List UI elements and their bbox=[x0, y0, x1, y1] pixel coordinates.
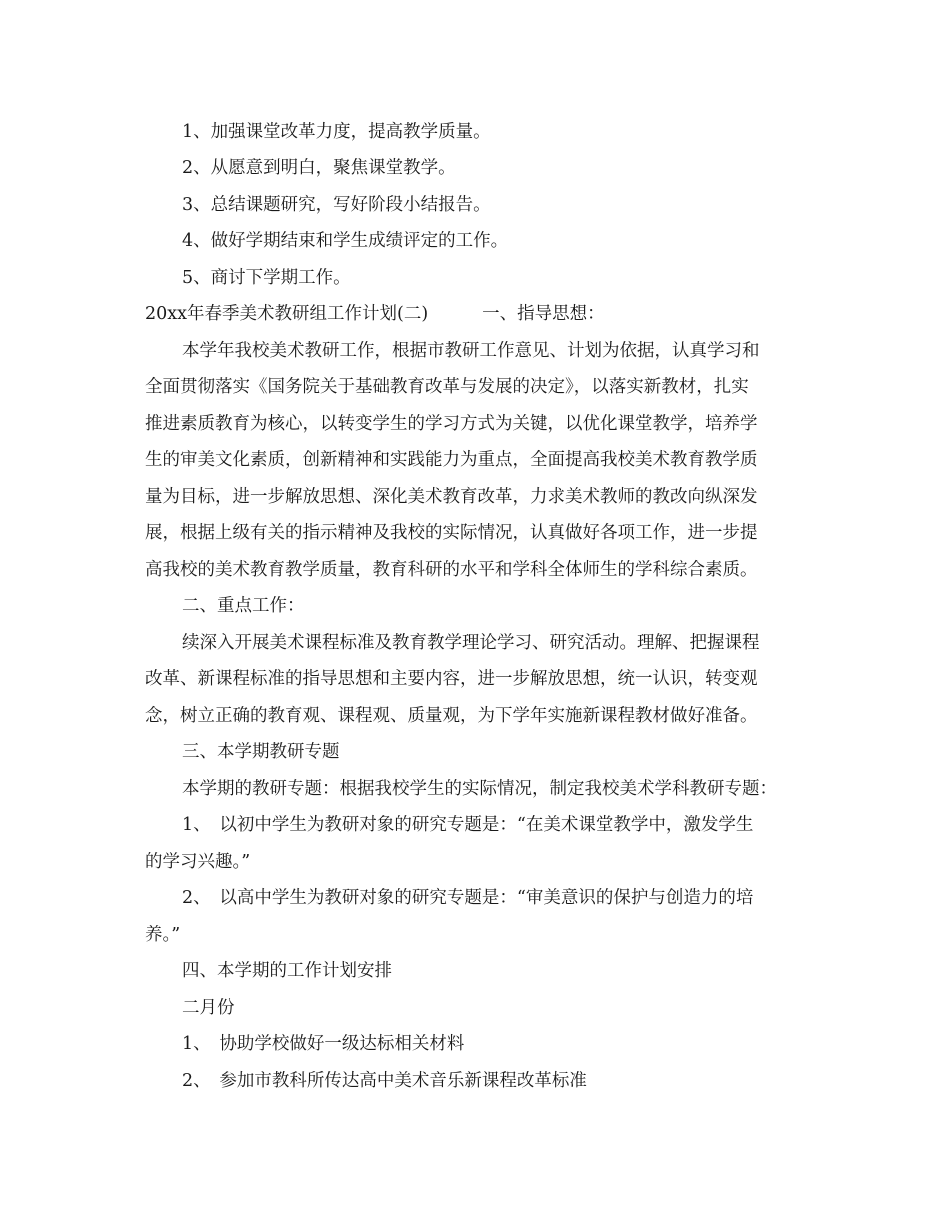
section2-paragraph-line: 念，树立正确的教育观、课程观、质量观，为下学年实施新课程教材做好准备。 bbox=[145, 706, 758, 726]
summary-item-2: 2、从愿意到明白，聚焦课堂教学。 bbox=[182, 158, 456, 178]
summary-item-5: 5、商讨下学期工作。 bbox=[182, 268, 351, 288]
section3-heading: 三、本学期教研专题 bbox=[182, 742, 340, 762]
section1-paragraph-line: 量为目标，进一步解放思想、深化美术教育改革，力求美术教师的教改向纵深发 bbox=[145, 487, 758, 507]
month-heading: 二月份 bbox=[182, 998, 235, 1018]
section2-heading: 二、重点工作： bbox=[182, 596, 305, 616]
section3-intro: 本学期的教研专题：根据我校学生的实际情况，制定我校美术学科教研专题： bbox=[182, 779, 777, 799]
month-item-2: 2、 参加市教科所传达高中美术音乐新课程改革标准 bbox=[182, 1071, 587, 1091]
section4-heading: 四、本学期的工作计划安排 bbox=[182, 961, 392, 981]
section3-item-1-line: 的学习兴趣。” bbox=[145, 852, 251, 872]
section3-item-2-line: 2、 以高中学生为教研对象的研究专题是：“审美意识的保护与创造力的培 bbox=[182, 888, 754, 908]
section1-paragraph-line: 全面贯彻落实《国务院关于基础教育改革与发展的决定》，以落实新教材，扎实 bbox=[145, 377, 749, 397]
section1-paragraph-line: 高我校的美术教育教学质量，教育科研的水平和学科全体师生的学科综合素质。 bbox=[145, 560, 758, 580]
section1-paragraph-line: 展，根据上级有关的指示精神及我校的实际情况，认真做好各项工作，进一步提 bbox=[145, 523, 758, 543]
summary-item-4: 4、做好学期结束和学生成绩评定的工作。 bbox=[182, 231, 509, 251]
plan-title-line bbox=[145, 301, 825, 327]
summary-item-1: 1、加强课堂改革力度，提高教学质量。 bbox=[182, 122, 491, 142]
month-item-1: 1、 协助学校做好一级达标相关材料 bbox=[182, 1034, 465, 1054]
section2-paragraph-line: 改革、新课程标准的指导思想和主要内容，进一步解放思想，统一认识，转变观 bbox=[145, 669, 758, 689]
section1-paragraph-line: 生的审美文化素质，创新精神和实践能力为重点，全面提高我校美术教育教学质 bbox=[145, 450, 758, 470]
summary-item-3: 3、总结课题研究，写好阶段小结报告。 bbox=[182, 195, 491, 215]
section1-paragraph-line: 本学年我校美术教研工作，根据市教研工作意见、计划为依据，认真学习和 bbox=[182, 341, 760, 361]
section3-item-1-line: 1、 以初中学生为教研对象的研究专题是：“在美术课堂教学中，激发学生 bbox=[182, 815, 754, 835]
plan-title: 20xx年春季美术教研组工作计划(二) bbox=[145, 304, 429, 324]
section3-item-2-line: 养。” bbox=[145, 925, 181, 945]
section2-paragraph-line: 续深入开展美术课程标准及教育教学理论学习、研究活动。理解、把握课程 bbox=[182, 633, 760, 653]
section1-paragraph-line: 推进素质教育为核心，以转变学生的学习方式为关键，以优化课堂教学，培养学 bbox=[145, 414, 758, 434]
section1-heading: 一、指导思想： bbox=[482, 304, 605, 324]
